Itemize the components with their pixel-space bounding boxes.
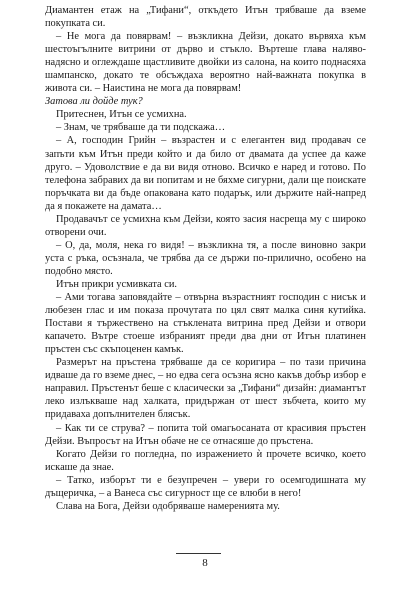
paragraph: – Ами тогава заповядайте – отвърна възрастният господин с нисък и любезен глас и им показа прочутата по цял свят малка синя кутийка. Постави я тържествено на стъклената витрина пред Дейзи и отвори капачето. Вътре стоеше избраният преди два дни от Итън платинен пръстен със скъпоценен камък. [45,292,366,356]
page-body [45,4,366,513]
footer-rule [176,553,221,554]
paragraph: Размерът на пръстена трябваше да се коригира – по тази причина идваше да го вземе днес, – но едва сега осъзна ясно какъв добър избор е направил. Пръстенът беше с класически за „Тифани“ дизайн: диамантът леко излъкваше над халката, придържан от шест зъбчета, които му придаваха допълнителен блясък. [45,357,366,421]
italic-text: Затова ли дойде тук? [45,96,143,108]
paragraph: – Не мога да повярвам! – възкликна Дейзи, докато вървяха към шестоъгълните витрини от дърво и стъкло. Въртеше глава наляво-надясно и оглеждаше щастливите двойки из салона, на които поднасяха шампанско, докато те обсъждаха вероятно най-важната покупка в живота си. – Наистина не мога да повярвам! [45,31,366,95]
paragraph: Итън прикри усмивката си. [56,278,178,290]
paragraph: Слава на Бога, Дейзи одобряваше намеренията му. [56,500,280,512]
paragraph: Диамантен етаж на „Тифани“, откъдето Итън трябваше да вземе покупката си. [45,5,366,30]
paragraph: – Как ти се струва? – попита той омагьосаната от красивия пръстен Дейзи. Въпросът на Итън обаче не се отнасяше до пръстена. [45,422,366,447]
paragraph: – Татко, изборът ти е безупречен – увери го осемгодишната му дъщеричка, – а Ванеса със сигурност ще се влюби в него! [45,474,366,499]
paragraph: Притеснен, Итън се усмихна. [56,109,187,121]
paragraph: Продавачът се усмихна към Дейзи, която засия насреща му с широко отворени очи. [45,213,366,238]
paragraph: – Знам, че трябваше да ти подскажа… [56,122,226,134]
paragraph [45,95,366,108]
page-number: 8 [202,557,208,569]
paragraph: – А, господин Грийн – възрастен и с елегантен вид продавач се запъти към Итън преди който и да било от двамата да успее да каже друго. – Удоволствие е да ви видя отново. Всичко е наред и готово. По телефона забравих да ви попитам и не бяхме сигурни, дали ще поискате поръчката ви да бъде опакована като подарък, или държите най-напред да я покажете на дамата… [45,135,366,212]
paragraph: Когато Дейзи го погледна, по изражението ѝ прочете всичко, което искаше да знае. [45,448,366,473]
paragraph: – О, да, моля, нека го видя! – възкликна тя, а после виновно закри уста с ръка, осъзнала, че трябва да се държи по-прилично, особено на подобно място. [45,239,366,277]
